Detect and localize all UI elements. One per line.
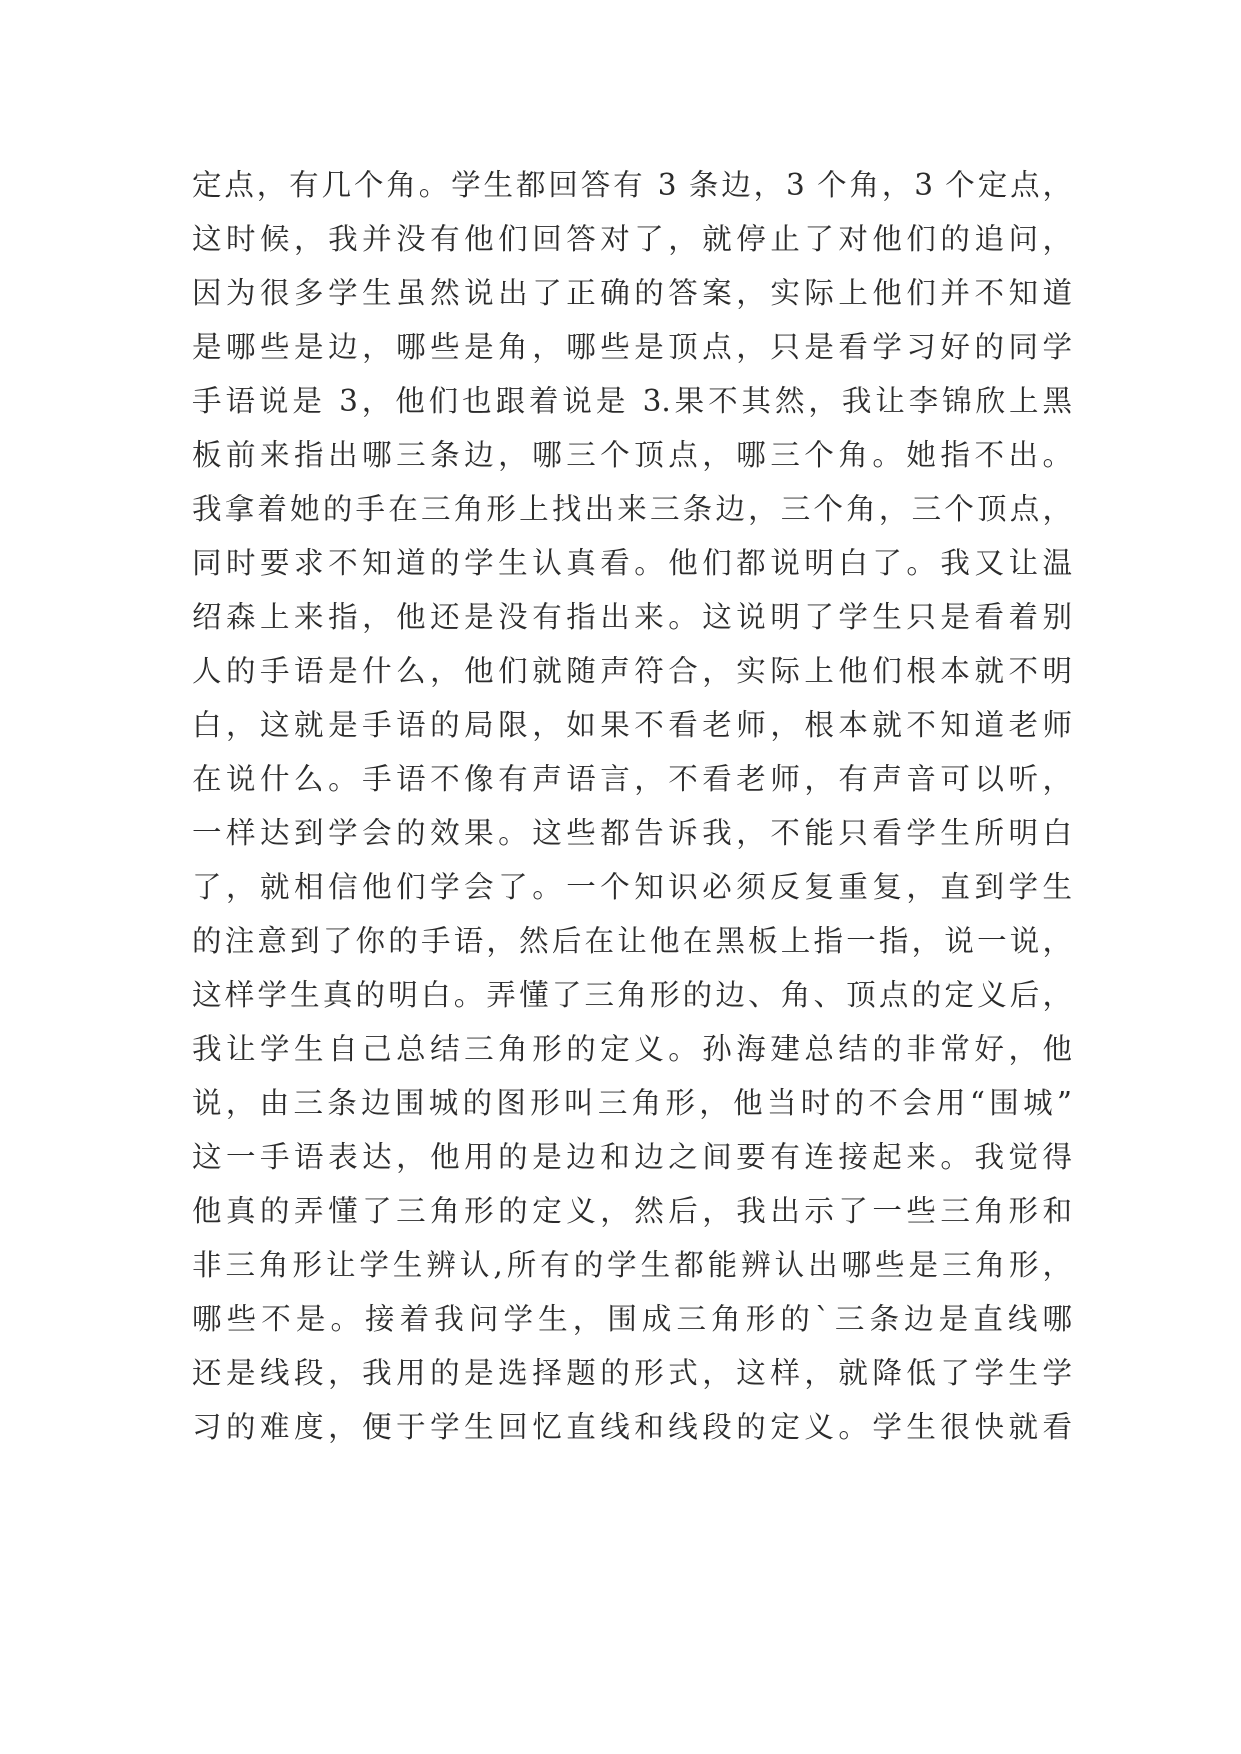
text-line: 的注意到了你的手语，然后在让他在黑板上指一指，说一说， bbox=[192, 924, 1072, 958]
text-line: 他真的弄懂了三角形的定义，然后，我出示了一些三角形和 bbox=[192, 1194, 1072, 1228]
text-line: 同时要求不知道的学生认真看。他们都说明白了。我又让温 bbox=[192, 546, 1072, 580]
text-line: 在说什么。手语不像有声语言，不看老师，有声音可以听， bbox=[192, 762, 1072, 796]
text-line: 板前来指出哪三条边，哪三个顶点，哪三个角。她指不出。 bbox=[192, 438, 1072, 472]
text-line: 白，这就是手语的局限，如果不看老师，根本就不知道老师 bbox=[192, 708, 1072, 742]
text-line: 人的手语是什么，他们就随声符合，实际上他们根本就不明 bbox=[192, 654, 1072, 688]
text-line: 说，由三条边围城的图形叫三角形，他当时的不会用“围城” bbox=[192, 1086, 1072, 1120]
text-line: 这时候，我并没有他们回答对了，就停止了对他们的追问， bbox=[192, 222, 1072, 256]
text-line: 手语说是 3，他们也跟着说是 3.果不其然，我让李锦欣上黑 bbox=[192, 384, 1072, 418]
text-line: 这样学生真的明白。弄懂了三角形的边、角、顶点的定义后， bbox=[192, 978, 1072, 1012]
text-line: 一样达到学会的效果。这些都告诉我，不能只看学生所明白 bbox=[192, 816, 1072, 850]
text-line: 非三角形让学生辨认,所有的学生都能辨认出哪些是三角形， bbox=[192, 1248, 1072, 1282]
text-line: 绍森上来指，他还是没有指出来。这说明了学生只是看着别 bbox=[192, 600, 1072, 634]
text-line: 哪些不是。接着我问学生，围成三角形的`三条边是直线哪 bbox=[192, 1302, 1072, 1336]
text-line: 是哪些是边，哪些是角，哪些是顶点，只是看学习好的同学 bbox=[192, 330, 1072, 364]
text-line: 因为很多学生虽然说出了正确的答案，实际上他们并不知道 bbox=[192, 276, 1072, 310]
text-line: 我让学生自己总结三角形的定义。孙海建总结的非常好，他 bbox=[192, 1032, 1072, 1066]
text-line: 了，就相信他们学会了。一个知识必须反复重复，直到学生 bbox=[192, 870, 1072, 904]
text-line: 我拿着她的手在三角形上找出来三条边，三个角，三个顶点， bbox=[192, 492, 1072, 526]
body-paragraph bbox=[192, 158, 1072, 1454]
text-line: 还是线段，我用的是选择题的形式，这样，就降低了学生学 bbox=[192, 1356, 1072, 1390]
text-line: 这一手语表达，他用的是边和边之间要有连接起来。我觉得 bbox=[192, 1140, 1072, 1174]
text-line: 定点，有几个角。学生都回答有 3 条边，3 个角，3 个定点， bbox=[192, 168, 1072, 202]
text-line: 习的难度，便于学生回忆直线和线段的定义。学生很快就看 bbox=[192, 1410, 1072, 1444]
